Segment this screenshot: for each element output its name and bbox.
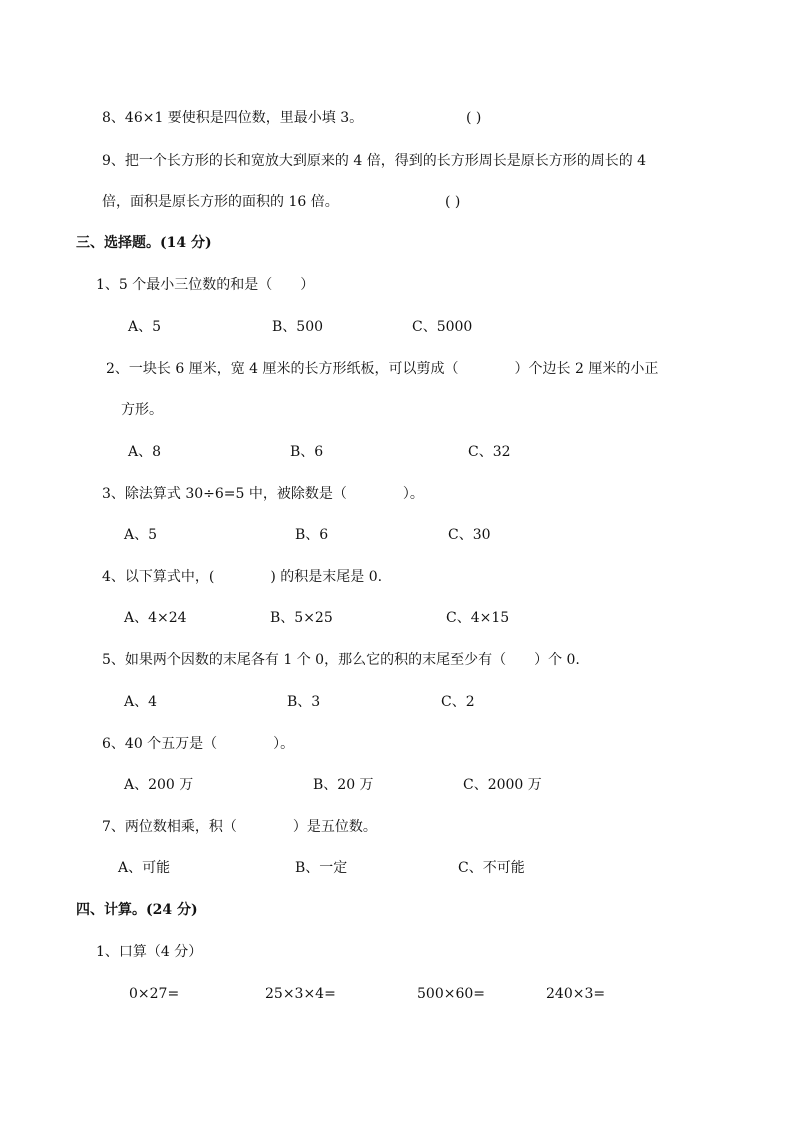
answer-paren: ( ) (445, 194, 461, 210)
section-title: 三、选择题。(14 分) (76, 235, 212, 251)
option-b: B、6 (295, 527, 329, 543)
option-a: A、可能 (118, 860, 171, 876)
option-c: C、2000 万 (463, 777, 542, 793)
oral-problem: 0×27= (129, 986, 180, 1002)
question-9-line1: 9、把一个长方形的长和宽放大到原来的 4 倍，得到的长方形周长是原长方形的周长的 4 (102, 153, 647, 169)
option-c: C、不可能 (458, 860, 525, 876)
option-b: B、5×25 (270, 610, 333, 626)
choice-question-6: 6、40 个五万是（ ）。 (102, 736, 295, 752)
oral-problem: 500×60= (417, 986, 485, 1002)
option-a: A、4 (124, 694, 158, 710)
option-b: B、一定 (295, 860, 348, 876)
question-8: 8、46×1 要使积是四位数，里最小填 3。 (102, 110, 364, 126)
option-b: B、6 (290, 444, 324, 460)
option-c: C、32 (468, 444, 511, 460)
choice-question-4: 4、以下算式中，( ) 的积是末尾是 0. (102, 569, 383, 585)
choice-question-3: 3、除法算式 30÷6=5 中，被除数是（ ）。 (102, 486, 424, 502)
option-a: A、5 (124, 527, 158, 543)
option-c: C、30 (448, 527, 491, 543)
oral-problem: 25×3×4= (265, 986, 336, 1002)
option-b: B、3 (287, 694, 321, 710)
option-a: A、200 万 (124, 777, 194, 793)
option-a: A、5 (128, 319, 162, 335)
choice-question-1: 1、5 个最小三位数的和是（ ） (96, 277, 315, 293)
choice-question-7: 7、两位数相乘，积（ ）是五位数。 (102, 819, 377, 835)
answer-paren: ( ) (466, 110, 482, 126)
choice-question-2: 2、一块长 6 厘米，宽 4 厘米的长方形纸板，可以剪成（ ）个边长 2 厘米的小正 (106, 361, 659, 377)
option-a: A、4×24 (124, 610, 187, 626)
subsection-title: 1、口算（4 分） (96, 944, 203, 960)
oral-problem: 240×3= (546, 986, 606, 1002)
section-title: 四、计算。(24 分) (76, 902, 198, 918)
question-9-line2: 倍，面积是原长方形的面积的 16 倍。 (102, 194, 339, 210)
choice-question-2-cont: 方形。 (121, 402, 163, 418)
choice-question-5: 5、如果两个因数的末尾各有 1 个 0，那么它的积的末尾至少有（ ）个 0. (102, 652, 580, 668)
option-b: B、500 (272, 319, 324, 335)
option-b: B、20 万 (313, 777, 374, 793)
option-c: C、2 (441, 694, 475, 710)
option-a: A、8 (128, 444, 162, 460)
option-c: C、4×15 (446, 610, 510, 626)
option-c: C、5000 (412, 319, 473, 335)
